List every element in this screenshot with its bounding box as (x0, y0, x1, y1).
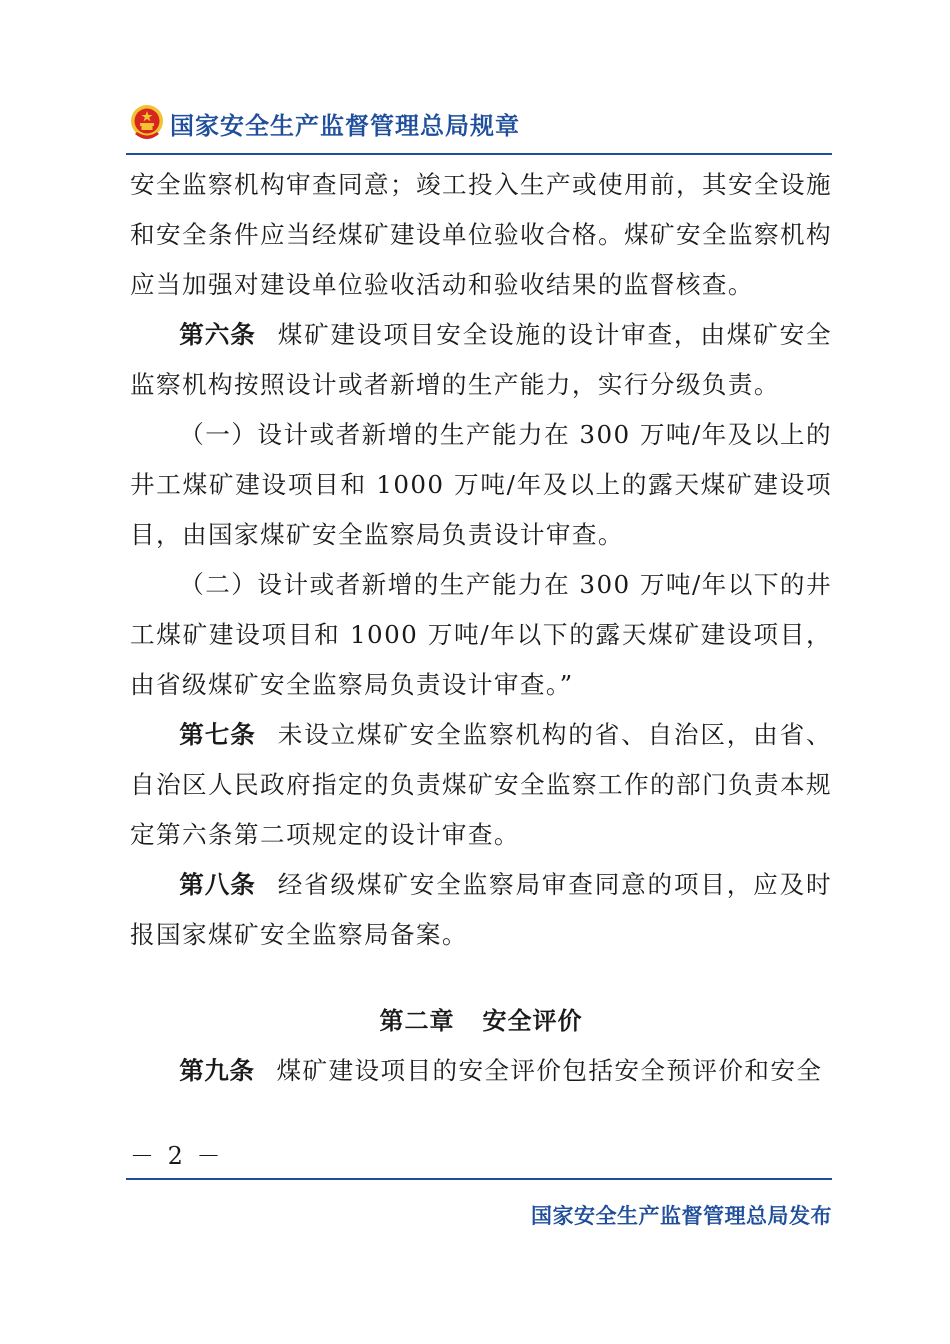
page-header (130, 100, 832, 148)
chapter-title: 安全评价 (482, 1007, 583, 1035)
article-9-text: 煤矿建设项目的安全评价包括安全预评价和安全 (276, 1056, 823, 1085)
article-6-item-1: （一）设计或者新增的生产能力在 300 万吨/年及以上的井工煤矿建设项目和 1000 万吨/年及以上的露天煤矿建设项目，由国家煤矿安全监察局负责设计审查。 (130, 420, 832, 549)
article-6-item-2: （二）设计或者新增的生产能力在 300 万吨/年以下的井工煤矿建设项目和 1000 万吨/年以下的露天煤矿建设项目，由省级煤矿安全监察局负责设计审查。” (130, 570, 832, 699)
header-title: 国家安全生产监督管理总局规章 (170, 112, 520, 140)
footer-publisher: 国家安全生产监督管理总局发布 (531, 1204, 832, 1228)
page-number: － 2 － (130, 1142, 224, 1170)
document-body (130, 160, 832, 1096)
paragraph-continuation: 安全监察机构审查同意；竣工投入生产或使用前，其安全设施和安全条件应当经煤矿建设单位验收合格。煤矿安全监察机构应当加强对建设单位验收活动和验收结果的监督核查。 (130, 170, 832, 299)
chapter-heading (130, 996, 832, 1046)
article-9 (130, 1046, 832, 1096)
national-emblem-icon (130, 104, 164, 142)
article-8 (130, 860, 832, 960)
article-6 (130, 310, 832, 410)
chapter-number: 第二章 (379, 1007, 455, 1035)
article-7 (130, 710, 832, 860)
article-6-text: 煤矿建设项目安全设施的设计审查，由煤矿安全监察机构按照设计或者新增的生产能力，实行分级负责。 (130, 320, 832, 399)
article-8-text: 经省级煤矿安全监察局审查同意的项目，应及时报国家煤矿安全监察局备案。 (130, 870, 832, 949)
article-7-text: 未设立煤矿安全监察机构的省、自治区，由省、自治区人民政府指定的负责煤矿安全监察工作的部门负责本规定第六条第二项规定的设计审查。 (130, 720, 832, 849)
article-6-heading: 第六条 (179, 320, 256, 349)
article-8-heading: 第八条 (179, 870, 256, 899)
footer-divider (126, 1178, 832, 1180)
article-7-heading: 第七条 (179, 720, 256, 749)
header-divider (126, 153, 832, 155)
article-9-heading: 第九条 (179, 1056, 255, 1085)
